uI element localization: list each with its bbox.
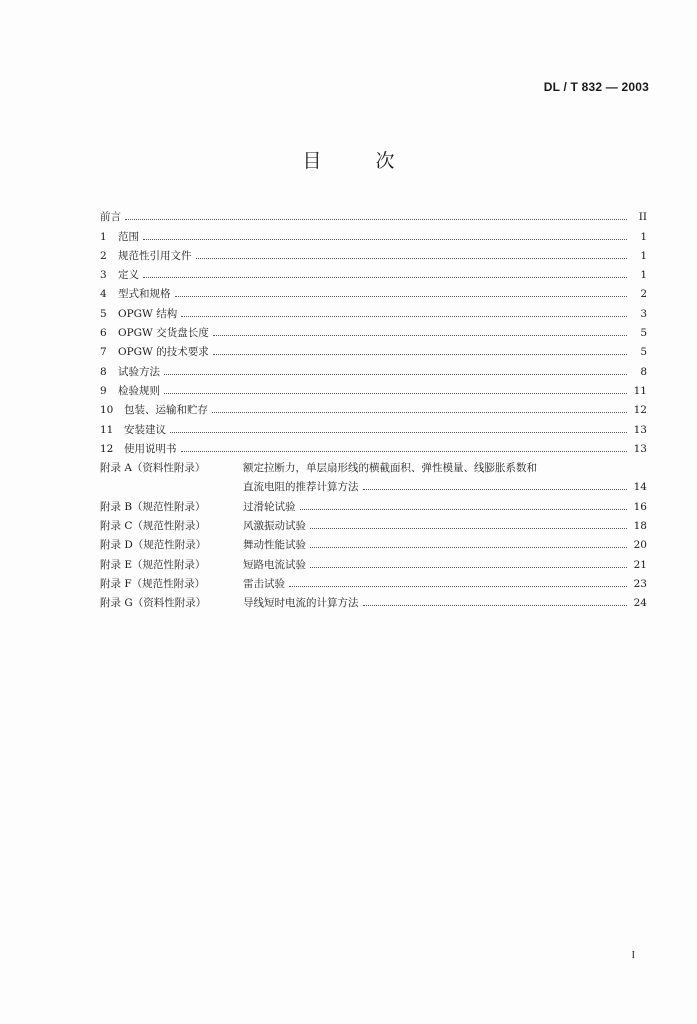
toc-entry[interactable]	[100, 262, 647, 281]
toc-entry[interactable]	[100, 436, 647, 455]
toc-entry-page: 11	[633, 384, 647, 397]
toc-entry-title: OPGW 结构	[118, 307, 178, 320]
toc-entry-page: 16	[633, 500, 647, 513]
dot-leader	[213, 354, 627, 355]
toc-entry-number: 8	[100, 365, 107, 378]
dot-leader	[310, 547, 627, 548]
dot-leader	[213, 335, 627, 336]
toc-entry-page: 5	[640, 346, 647, 359]
toc-entry-number: 12	[100, 442, 114, 455]
toc-entry-number: 6	[100, 327, 107, 340]
toc-entry-page: 8	[640, 365, 647, 378]
toc-entry-page: 21	[633, 558, 647, 571]
annex-label: 附录 A（资料性附录）	[100, 462, 206, 475]
toc-entry-page: 18	[633, 520, 647, 533]
annex-label: 附录 E（规范性附录）	[100, 558, 206, 571]
page-number: I	[631, 950, 635, 961]
dot-leader	[175, 296, 628, 297]
toc-annex-entry[interactable]	[100, 571, 647, 590]
toc-entry[interactable]	[100, 281, 647, 300]
toc-entry-number: 9	[100, 384, 107, 397]
dot-leader	[310, 567, 627, 568]
toc-entry-title: 包装、运输和贮存	[124, 404, 208, 417]
table-of-contents	[100, 204, 647, 609]
toc-entry[interactable]	[100, 204, 647, 223]
toc-entry-page: 5	[640, 327, 647, 340]
dot-leader	[170, 432, 627, 433]
annex-label: 附录 B（规范性附录）	[100, 500, 206, 513]
toc-entry-number: 1	[100, 230, 107, 243]
toc-entry-title: 范围	[118, 230, 139, 243]
toc-entry[interactable]	[100, 243, 647, 262]
dot-leader	[300, 509, 628, 510]
dot-leader	[143, 239, 627, 240]
toc-entry-page: 13	[633, 423, 647, 436]
dot-leader	[310, 528, 627, 529]
annex-title-line2: 直流电阻的推荐计算方法	[243, 481, 359, 494]
toc-entry-title: 定义	[118, 269, 139, 282]
toc-entry-page: 20	[633, 539, 647, 552]
toc-annex-a-continued[interactable]	[100, 474, 647, 493]
dot-leader	[289, 586, 627, 587]
toc-entry[interactable]	[100, 300, 647, 319]
toc-annex-entry[interactable]	[100, 532, 647, 551]
standard-code: DL / T 832 — 2003	[543, 80, 649, 94]
annex-label: 附录 F（规范性附录）	[100, 577, 206, 590]
annex-title-line1: 额定拉断力，单层扇形线的横截面积、弹性模量、线膨胀系数和	[243, 462, 537, 475]
toc-entry-title: 前言	[100, 211, 121, 224]
toc-entry-page: 13	[633, 442, 647, 455]
toc-entry-number: 5	[100, 307, 107, 320]
toc-entry-number: 4	[100, 288, 107, 301]
dot-leader	[181, 316, 627, 317]
dot-leader	[196, 258, 628, 259]
toc-annex-entry[interactable]	[100, 493, 647, 512]
toc-entry-number: 2	[100, 249, 107, 262]
toc-annex-entry[interactable]	[100, 513, 647, 532]
dot-leader	[181, 451, 628, 452]
toc-entry-page: 24	[633, 597, 647, 610]
toc-entry[interactable]	[100, 397, 647, 416]
toc-entry[interactable]	[100, 378, 647, 397]
dot-leader	[363, 489, 628, 490]
toc-entry-page: 1	[640, 269, 647, 282]
toc-entry-title: 使用说明书	[124, 442, 177, 455]
toc-entry-number: 10	[100, 404, 114, 417]
toc-entry-title: 型式和规格	[118, 288, 171, 301]
toc-entry-page: II	[638, 211, 647, 224]
toc-entry-title: 规范性引用文件	[118, 249, 192, 262]
toc-entry[interactable]	[100, 416, 647, 435]
toc-entry-number: 3	[100, 269, 107, 282]
annex-label: 附录 G（资料性附录）	[100, 597, 207, 610]
annex-label: 附录 C（规范性附录）	[100, 520, 206, 533]
toc-entry-title: OPGW 的技术要求	[118, 346, 209, 359]
annex-title: 舞动性能试验	[243, 539, 306, 552]
dot-leader	[363, 605, 628, 606]
toc-entry-title: 安装建议	[124, 423, 166, 436]
dot-leader	[212, 412, 627, 413]
toc-annex-a[interactable]	[100, 455, 647, 474]
toc-entry-number: 11	[100, 423, 114, 436]
annex-title: 导线短时电流的计算方法	[243, 597, 359, 610]
dot-leader	[164, 374, 627, 375]
toc-title: 目次	[302, 150, 449, 172]
annex-label: 附录 D（规范性附录）	[100, 539, 207, 552]
dot-leader	[143, 277, 627, 278]
dot-leader	[164, 393, 627, 394]
annex-title: 风激振动试验	[243, 520, 306, 533]
toc-entry-page: 23	[633, 577, 647, 590]
annex-title: 雷击试验	[243, 577, 285, 590]
toc-annex-entry[interactable]	[100, 551, 647, 570]
toc-entry-title: 检验规则	[118, 384, 160, 397]
toc-entry-page: 3	[640, 307, 647, 320]
toc-entry-page: 1	[640, 230, 647, 243]
toc-entry[interactable]	[100, 358, 647, 377]
dot-leader	[125, 219, 627, 220]
toc-entry-title: OPGW 交货盘长度	[118, 327, 209, 340]
annex-title: 短路电流试验	[243, 558, 306, 571]
toc-entry[interactable]	[100, 339, 647, 358]
toc-entry-title: 试验方法	[118, 365, 160, 378]
toc-entry-page: 12	[633, 404, 647, 417]
toc-entry[interactable]	[100, 320, 647, 339]
toc-entry-page: 2	[640, 288, 647, 301]
toc-entry[interactable]	[100, 223, 647, 242]
toc-entry-number: 7	[100, 346, 107, 359]
toc-entry-page: 1	[640, 249, 647, 262]
annex-title: 过滑轮试验	[243, 500, 296, 513]
toc-annex-entry[interactable]	[100, 590, 647, 609]
toc-entry-page: 14	[633, 481, 647, 494]
